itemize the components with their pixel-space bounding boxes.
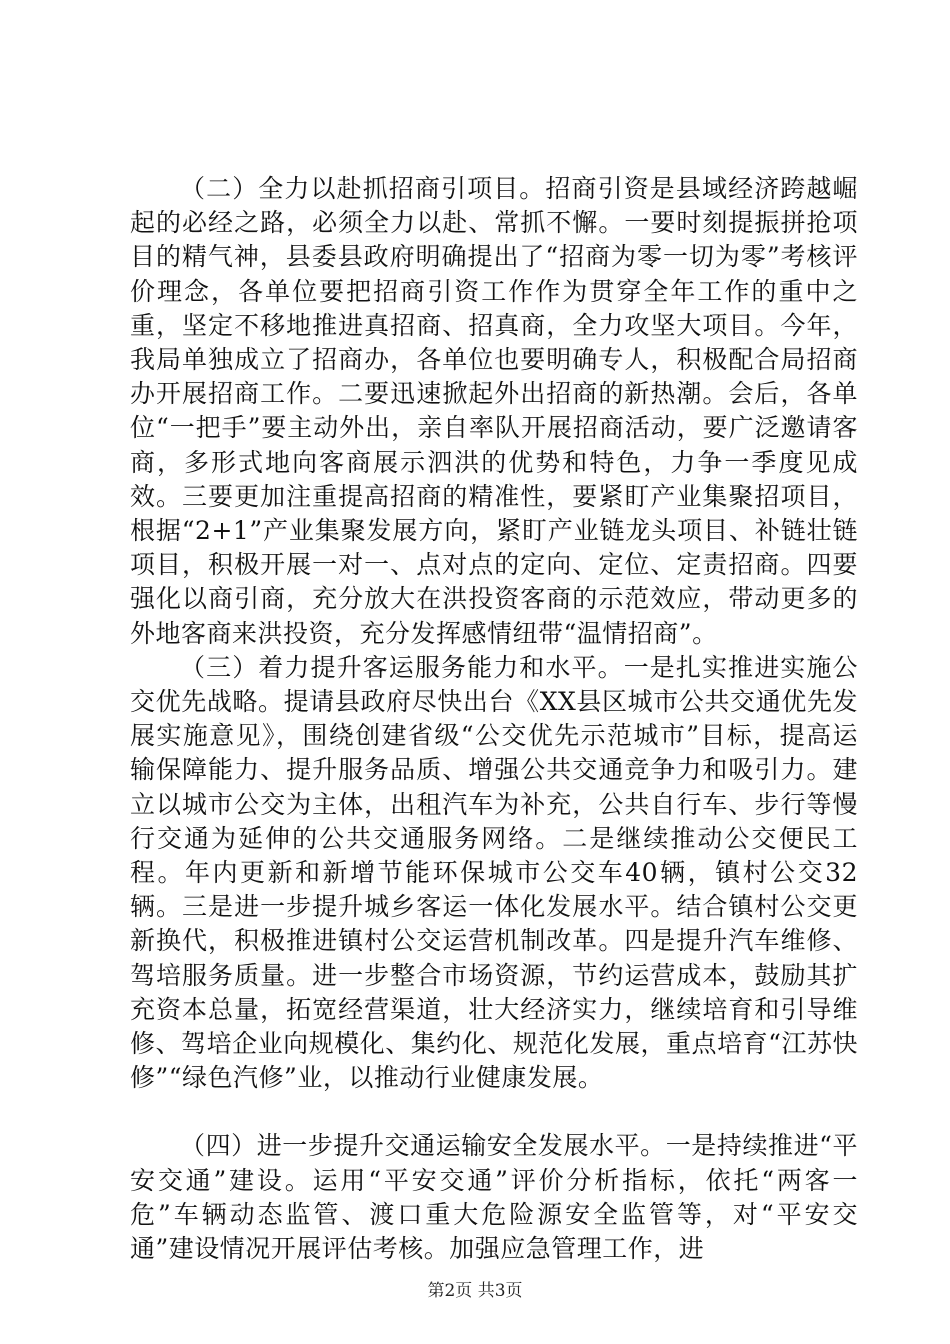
page-footer: 第2页 共3页: [427, 1281, 523, 1301]
paragraph-investment: （二）全力以赴抓招商引项目。招商引资是县域经济跨越崛起的必经之路，必须全力以赴、常抓不懈。一要时刻提振拼抢项目的精气神，县委县政府明确提出了“招商为零一切为零”考核评价理念，各单位要把招商引资工作作为贯穿全年工作的重中之重，坚定不移地推进真招商、招真商，全力攻坚大项目。今年，我局单独成立了招商办，各单位也要明确专人，积极配合局招商办开展招商工作。二要迅速掀起外出招商的新热潮。会后，各单位“一把手”要主动外出，亲自率队开展招商活动，要广泛邀请客商，多形式地向客商展示泗洪的优势和特色，力争一季度见成效。三要更加注重提高招商的精准性，要紧盯产业集聚招项目，根据“2+1”产业集聚发展方向，紧盯产业链龙头项目、补链壮链项目，积极开展一对一、点对点的定向、定位、定责招商。四要强化以商引商，充分放大在洪投资客商的示范效应，带动更多的外地客商来洪投资，充分发挥感情纽带“温情招商”。: [130, 174, 858, 648]
document-body: [130, 172, 858, 1266]
paragraph-passenger-transport: （三）着力提升客运服务能力和水平。一是扎实推进实施公交优先战略。提请县政府尽快出台《XX县区城市公共交通优先发展实施意见》，围绕创建省级“公交优先示范城市”目标，提高运输保障能力、提升服务品质、增强公共交通竞争力和吸引力。建立以城市公交为主体，出租汽车为补充，公共自行车、步行等慢行交通为延伸的公共交通服务网络。二是继续推动公交便民工程。年内更新和新增节能环保城市公交车40辆，镇村公交32辆。三是进一步提升城乡客运一体化发展水平。结合镇村公交更新换代，积极推进镇村公交运营机制改革。四是提升汽车维修、驾培服务质量。进一步整合市场资源，节约运营成本，鼓励其扩充资本总量，拓宽经营渠道，壮大经济实力，继续培育和引导维修、驾培企业向规模化、集约化、规范化发展，重点培育“江苏快修”“绿色汽修”业，以推动行业健康发展。: [130, 652, 858, 1093]
paragraph-transport-safety: （四）进一步提升交通运输安全发展水平。一是持续推进“平安交通”建设。运用“平安交通”评价分析指标，依托“两客一危”车辆动态监管、渡口重大危险源安全监管等，对“平安交通”建设情况开展评估考核。加强应急管理工作，进: [130, 1131, 858, 1264]
